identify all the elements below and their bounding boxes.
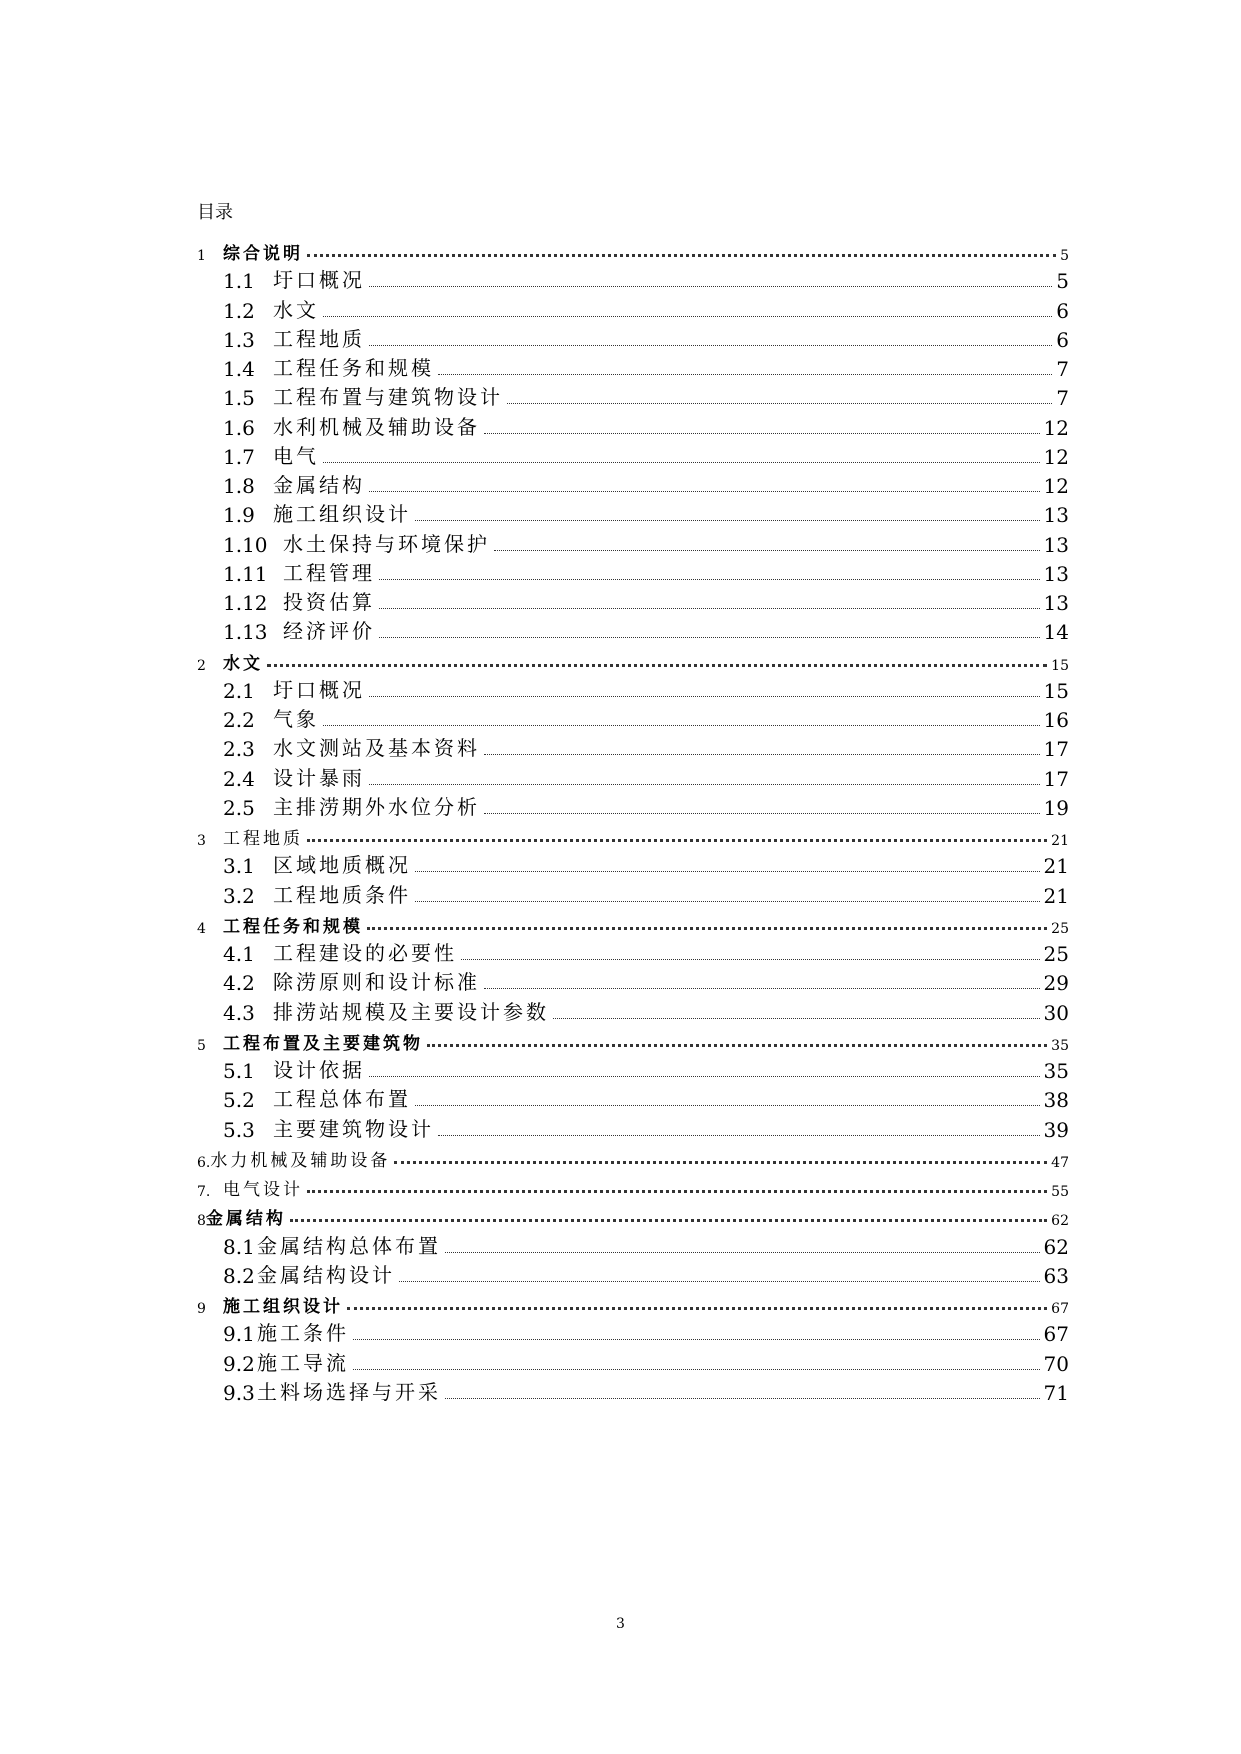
toc-dot-leader (494, 549, 1040, 551)
toc-title: 施工组织设计 (223, 1297, 343, 1317)
toc-chapter-row[interactable] (197, 642, 1069, 674)
toc-number: 7. (197, 1184, 211, 1200)
toc-page-number: 7 (1056, 386, 1069, 411)
toc-number: 1.11 (223, 561, 268, 586)
toc-page-number: 15 (1051, 657, 1069, 674)
toc-dot-leader (353, 1338, 1040, 1340)
toc-page-number: 5 (1060, 248, 1069, 264)
toc-title: 金属结构 (273, 473, 365, 497)
toc-title: 土料场选择与开采 (257, 1379, 441, 1404)
page-number: 3 (616, 1616, 625, 1632)
toc-number: 9.2 (223, 1351, 255, 1376)
toc-dot-leader (427, 1043, 1047, 1047)
toc-title: 设计依据 (273, 1058, 365, 1082)
toc-section-row[interactable] (197, 1314, 1069, 1346)
toc-page-number: 13 (1043, 532, 1069, 557)
toc-page-number: 13 (1043, 503, 1069, 528)
toc-page-number: 13 (1043, 561, 1069, 586)
toc-title: 金属结构总体布置 (257, 1233, 441, 1258)
toc-dot-leader (484, 812, 1040, 814)
toc-number: 1.2 (223, 298, 255, 323)
toc-page-number: 17 (1043, 766, 1069, 791)
toc-page-number: 21 (1051, 833, 1069, 849)
toc-title: 工程布置与建筑物设计 (273, 385, 503, 410)
toc-chapter-row[interactable] (197, 1022, 1069, 1054)
toc-dot-leader (445, 1397, 1040, 1399)
toc-dot-leader (323, 461, 1040, 463)
toc-number: 1.3 (223, 327, 255, 352)
toc-title: 水文测站及基本资料 (273, 736, 480, 761)
toc-page-number: 63 (1043, 1263, 1069, 1288)
toc-number: 1.6 (223, 415, 255, 440)
toc-section-row[interactable] (197, 437, 1069, 469)
toc-chapter-row[interactable] (197, 1168, 1069, 1200)
toc-dot-leader (415, 900, 1040, 902)
toc-section-row[interactable] (197, 1373, 1069, 1405)
toc-number: 5.3 (223, 1117, 255, 1142)
toc-title: 圩口概况 (273, 677, 365, 702)
toc-number: 2.2 (223, 708, 255, 732)
toc-dot-leader (323, 724, 1040, 726)
toc-title: 工程地质条件 (273, 882, 411, 907)
toc-number: 1.5 (223, 386, 255, 411)
toc-number: 2.1 (223, 678, 255, 703)
toc-title: 电气 (273, 443, 319, 468)
toc-dot-leader (394, 1160, 1047, 1164)
toc-number: 5.1 (223, 1059, 255, 1083)
toc-page-number: 16 (1043, 708, 1069, 732)
toc-title: 除涝原则和设计标准 (273, 970, 480, 995)
toc-section-row[interactable] (197, 1110, 1069, 1142)
toc-dot-leader (369, 1075, 1040, 1077)
toc-section-row[interactable] (197, 993, 1069, 1025)
toc-number: 5 (197, 1037, 206, 1054)
toc-number: 9.3 (223, 1380, 255, 1405)
toc-title: 工程任务和规模 (223, 916, 363, 937)
toc-page-number: 35 (1051, 1037, 1069, 1054)
toc-number: 5.2 (223, 1088, 255, 1113)
toc-section-row[interactable] (197, 700, 1069, 732)
toc-dot-leader (369, 285, 1052, 287)
toc-title: 金属结构设计 (257, 1262, 395, 1287)
toc-section-row[interactable] (197, 408, 1069, 440)
toc-page-number: 7 (1056, 357, 1069, 381)
toc-dot-leader (484, 987, 1040, 989)
toc-dot-leader (369, 344, 1052, 346)
toc-page-number: 71 (1043, 1380, 1069, 1405)
toc-section-row[interactable] (197, 583, 1069, 615)
toc-page-number: 25 (1051, 920, 1069, 937)
toc-number: 4.3 (223, 1000, 255, 1025)
toc-page-number: 30 (1043, 1000, 1069, 1025)
toc-title: 电气设计 (223, 1180, 303, 1200)
toc-title: 主要建筑物设计 (273, 1116, 434, 1141)
toc-page-number: 12 (1043, 415, 1069, 440)
toc-number: 1.13 (223, 620, 268, 645)
toc-dot-leader (353, 1368, 1040, 1370)
toc-number: 9 (197, 1301, 206, 1317)
toc-number: 1.10 (223, 532, 268, 557)
toc-number: 3.2 (223, 883, 255, 908)
toc-chapter-row[interactable] (197, 1285, 1069, 1317)
toc-number: 6. (197, 1154, 211, 1171)
toc-page-number: 21 (1043, 854, 1069, 879)
toc-number: 4.1 (223, 942, 255, 966)
toc-page-number: 25 (1043, 942, 1069, 966)
toc-dot-leader (415, 1104, 1040, 1106)
toc-number: 1.12 (223, 591, 268, 615)
toc-section-row[interactable] (197, 378, 1069, 410)
toc-section-row[interactable] (197, 1051, 1069, 1083)
toc-dot-leader (415, 519, 1040, 521)
toc-number: 2 (197, 657, 206, 674)
toc-number: 8.1 (223, 1234, 255, 1259)
toc-page-number: 55 (1051, 1184, 1069, 1200)
toc-title: 工程总体布置 (273, 1087, 411, 1112)
toc-dot-leader (484, 432, 1040, 434)
page-title: 目录 (197, 202, 233, 223)
toc-title: 工程管理 (283, 560, 375, 585)
toc-dot-leader (307, 253, 1056, 257)
toc-number: 2.4 (223, 766, 255, 791)
toc-page-number: 67 (1043, 1322, 1069, 1347)
toc-section-row[interactable] (197, 466, 1069, 498)
toc-title: 经济评价 (283, 619, 375, 644)
toc-title: 设计暴雨 (273, 765, 365, 790)
toc-section-row[interactable] (197, 876, 1069, 908)
toc-section-row[interactable] (197, 291, 1069, 323)
toc-page-number: 15 (1043, 678, 1069, 703)
toc-title: 排涝站规模及主要设计参数 (273, 999, 549, 1024)
toc-dot-leader (445, 1251, 1040, 1253)
toc-title: 金属结构 (205, 1209, 286, 1230)
toc-dot-leader (438, 1134, 1040, 1136)
toc-dot-leader (461, 958, 1040, 960)
toc-page-number: 13 (1043, 591, 1069, 615)
toc-page-number: 14 (1043, 620, 1069, 645)
toc-title: 水文 (223, 653, 263, 674)
toc-chapter-row[interactable] (197, 1139, 1069, 1171)
toc-page-number: 19 (1043, 795, 1069, 820)
toc-title: 工程建设的必要性 (273, 941, 457, 965)
toc-page-number: 35 (1043, 1059, 1069, 1083)
toc-section-row[interactable] (197, 788, 1069, 820)
toc-dot-leader (379, 578, 1040, 580)
toc-title: 工程地质 (223, 829, 303, 849)
toc-number: 8 (197, 1213, 206, 1230)
toc-section-row[interactable] (197, 612, 1069, 644)
toc-dot-leader (290, 1218, 1047, 1222)
toc-dot-leader (379, 636, 1040, 638)
toc-section-row[interactable] (197, 1080, 1069, 1112)
toc-number: 3.1 (223, 854, 255, 879)
toc-number: 4.2 (223, 971, 255, 996)
toc-number: 9.1 (223, 1322, 255, 1347)
toc-section-row[interactable] (197, 934, 1069, 966)
toc-title: 施工组织设计 (273, 502, 411, 527)
toc-dot-leader (484, 753, 1040, 755)
toc-page-number: 62 (1043, 1234, 1069, 1259)
toc-page-number: 62 (1051, 1213, 1069, 1230)
toc-page-number: 38 (1043, 1088, 1069, 1113)
toc-number: 1.4 (223, 357, 255, 381)
toc-page-number: 12 (1043, 474, 1069, 498)
toc-page-number: 29 (1043, 971, 1069, 996)
toc-section-row[interactable] (197, 1256, 1069, 1288)
toc-number: 3 (197, 833, 206, 849)
toc-page-number: 21 (1043, 883, 1069, 908)
toc-dot-leader (369, 695, 1040, 697)
toc-title: 水土保持与环境保护 (283, 531, 490, 556)
toc-page-number: 5 (1056, 269, 1069, 294)
toc-section-row[interactable] (197, 671, 1069, 703)
toc-number: 2.3 (223, 737, 255, 762)
toc-section-row[interactable] (197, 963, 1069, 995)
toc-dot-leader (507, 402, 1052, 404)
toc-number: 1.9 (223, 503, 255, 528)
toc-dot-leader (369, 783, 1040, 785)
toc-section-row[interactable] (197, 349, 1069, 381)
toc-title: 工程布置及主要建筑物 (223, 1033, 423, 1054)
toc-title: 施工导流 (257, 1350, 349, 1375)
toc-title: 投资估算 (283, 590, 375, 614)
toc-title: 水文 (273, 297, 319, 322)
toc-section-row[interactable] (197, 525, 1069, 557)
toc-page-number: 12 (1043, 444, 1069, 469)
toc-title: 工程任务和规模 (273, 356, 434, 380)
toc-page-number: 70 (1043, 1351, 1069, 1376)
toc-section-row[interactable] (197, 1344, 1069, 1376)
toc-title: 水力机械及辅助设备 (210, 1150, 391, 1171)
toc-section-row[interactable] (197, 261, 1069, 293)
toc-title: 施工条件 (257, 1321, 349, 1346)
toc-number: 1 (197, 248, 206, 264)
toc-page-number: 39 (1043, 1117, 1069, 1142)
toc-page-number: 6 (1056, 327, 1069, 352)
toc-number: 1.7 (223, 444, 255, 469)
toc-dot-leader (367, 926, 1047, 930)
toc-dot-leader (379, 607, 1040, 609)
toc-number: 8.2 (223, 1263, 255, 1288)
toc-section-row[interactable] (197, 554, 1069, 586)
toc-dot-leader (369, 490, 1040, 492)
toc-chapter-row[interactable] (197, 817, 1069, 849)
toc-section-row[interactable] (197, 846, 1069, 878)
toc-title: 气象 (273, 707, 319, 731)
toc-page-number: 6 (1056, 298, 1069, 323)
toc-page-number: 47 (1051, 1154, 1069, 1171)
toc-title: 区域地质概况 (273, 853, 411, 878)
toc-dot-leader (323, 315, 1052, 317)
toc-dot-leader (307, 838, 1047, 842)
toc-number: 2.5 (223, 795, 255, 820)
toc-chapter-row[interactable] (197, 1197, 1069, 1229)
toc-title: 水利机械及辅助设备 (273, 414, 480, 439)
toc-page-number: 67 (1051, 1301, 1069, 1317)
toc-number: 1.1 (223, 269, 255, 294)
toc-chapter-row[interactable] (197, 905, 1069, 937)
toc-title: 工程地质 (273, 326, 365, 351)
toc-dot-leader (307, 1189, 1047, 1193)
toc-section-row[interactable] (197, 759, 1069, 791)
toc-dot-leader (415, 870, 1040, 872)
toc-section-row[interactable] (197, 320, 1069, 352)
toc-dot-leader (438, 373, 1052, 375)
toc-title: 主排涝期外水位分析 (273, 794, 480, 819)
toc-page-number: 17 (1043, 737, 1069, 762)
toc-dot-leader (267, 663, 1047, 667)
toc-dot-leader (399, 1280, 1040, 1282)
toc-number: 4 (197, 920, 206, 937)
toc-chapter-row[interactable] (197, 232, 1069, 264)
toc-dot-leader (347, 1306, 1047, 1310)
toc-title: 综合说明 (223, 244, 303, 264)
toc-section-row[interactable] (197, 1227, 1069, 1259)
toc-title: 圩口概况 (273, 268, 365, 293)
toc-number: 1.8 (223, 474, 255, 498)
toc-section-row[interactable] (197, 729, 1069, 761)
toc-section-row[interactable] (197, 495, 1069, 527)
toc-dot-leader (553, 1017, 1040, 1019)
